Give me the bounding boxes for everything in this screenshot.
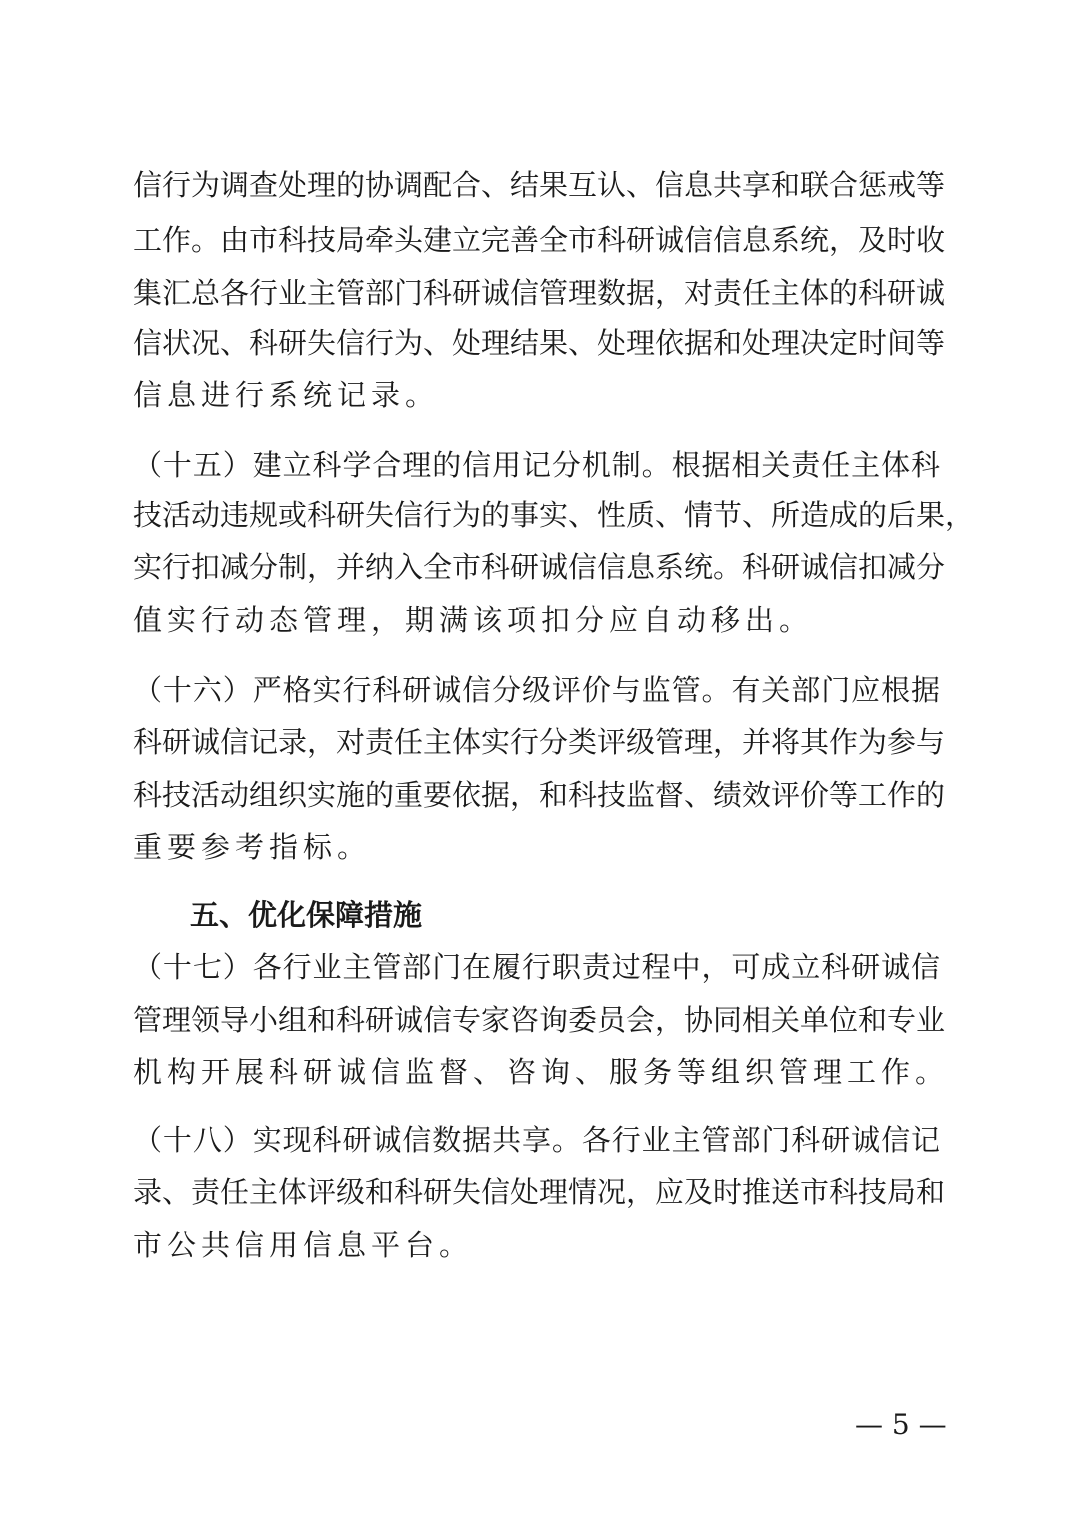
text-line: 科技活动组织实施的重要依据，和科技监督、绩效评价等工作的 [133, 778, 946, 812]
text-line: 技活动违规或科研失信行为的事实、性质、情节、所造成的后果， [133, 498, 975, 532]
text-line: 市公共信用信息平台。 [133, 1228, 474, 1262]
text-line: 信状况、科研失信行为、处理结果、处理依据和处理决定时间等 [133, 326, 946, 360]
text-line: 信行为调查处理的协调配合、结果互认、信息共享和联合惩戒等 [133, 168, 946, 202]
text-line: 信息进行系统记录。 [133, 378, 440, 412]
text-line: （十五）建立科学合理的信用记分机制。根据相关责任主体科 [133, 448, 940, 482]
text-line: 集汇总各行业主管部门科研诚信管理数据，对责任主体的科研诚 [133, 276, 946, 310]
text-line: （十八）实现科研诚信数据共享。各行业主管部门科研诚信记 [133, 1123, 940, 1157]
text-line: 科研诚信记录，对责任主体实行分类评级管理，并将其作为参与 [133, 725, 946, 759]
text-line: （十六）严格实行科研诚信分级评价与监管。有关部门应根据 [133, 673, 940, 707]
text-line: 录、责任主体评级和科研失信处理情况，应及时推送市科技局和 [133, 1175, 946, 1209]
section-heading: 五、优化保障措施 [190, 898, 423, 932]
text-line: 管理领导小组和科研诚信专家咨询委员会，协同相关单位和专业 [133, 1003, 946, 1037]
text-line: 实行扣减分制，并纳入全市科研诚信信息系统。科研诚信扣减分 [133, 550, 946, 584]
text-line: 工作。由市科技局牵头建立完善全市科研诚信信息系统，及时收 [133, 223, 946, 257]
page-number: — 5 — [855, 1408, 947, 1441]
text-line: 值实行动态管理，期满该项扣分应自动移出。 [133, 603, 814, 637]
text-line: 重要参考指标。 [133, 830, 372, 864]
text-line: 机构开展科研诚信监督、咨询、服务等组织管理工作。 [133, 1055, 950, 1089]
text-line: （十七）各行业主管部门在履行职责过程中，可成立科研诚信 [133, 950, 940, 984]
